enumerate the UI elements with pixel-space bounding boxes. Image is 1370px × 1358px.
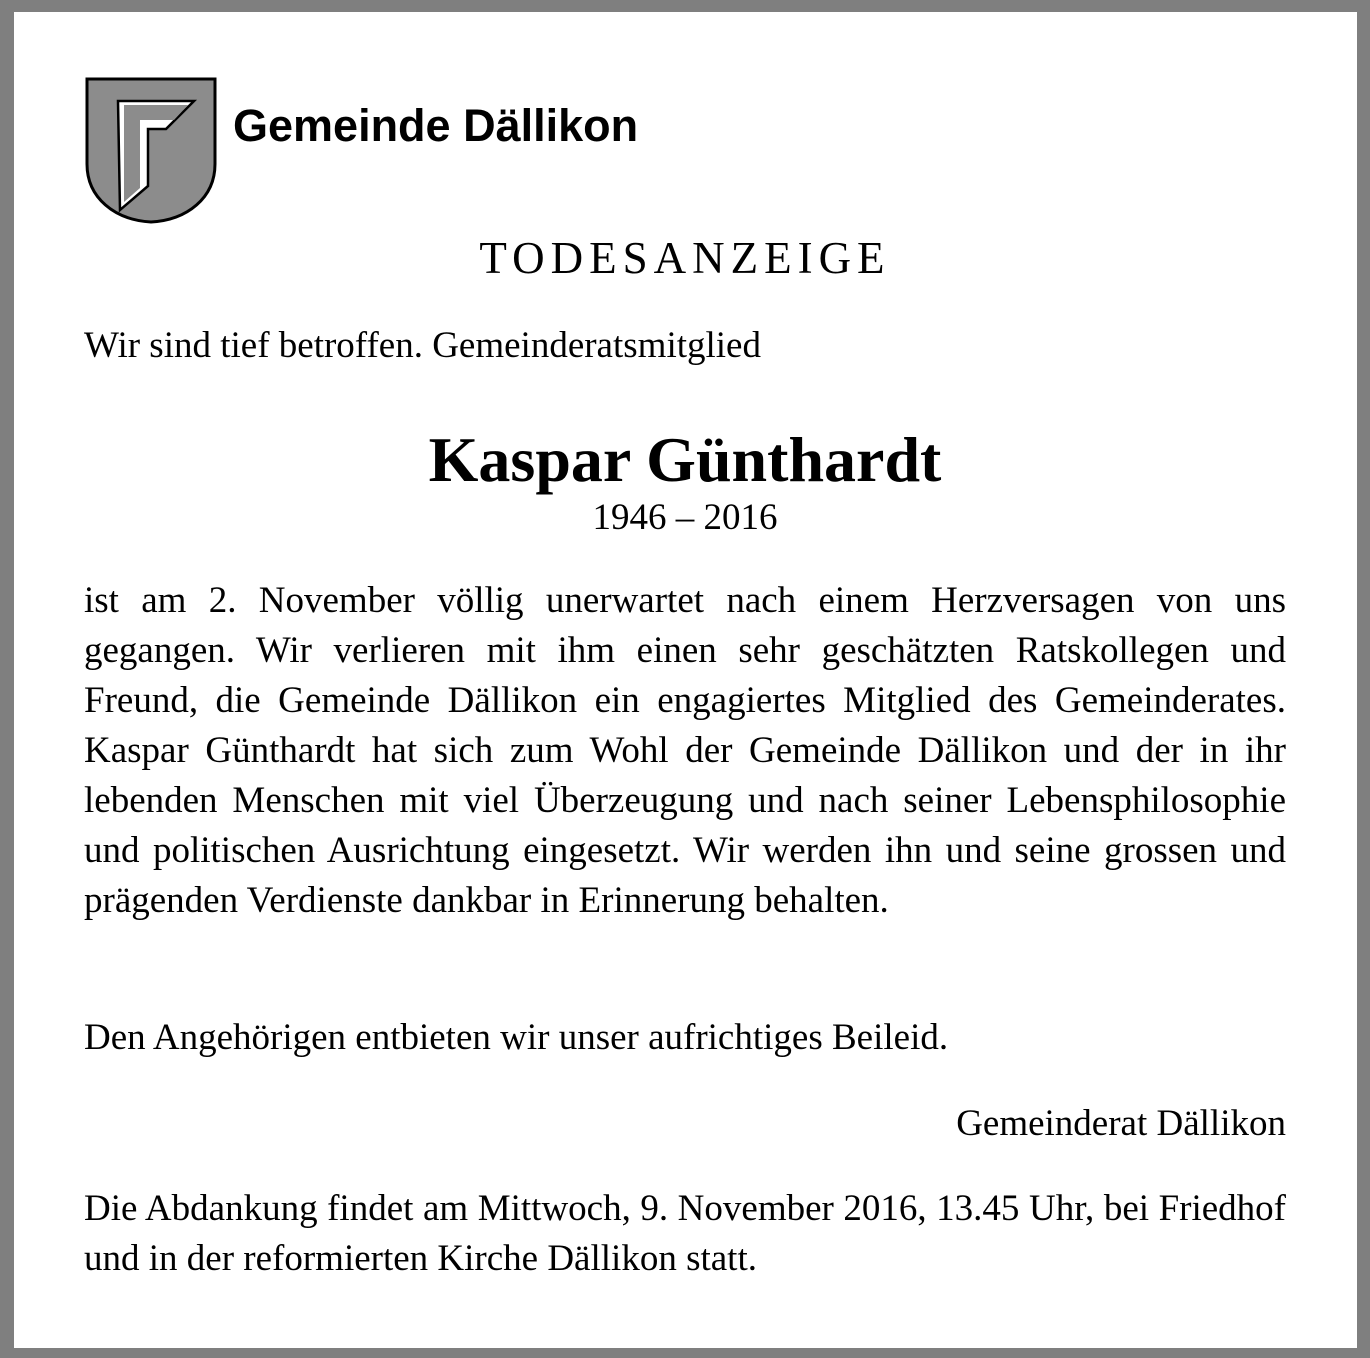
service-info: Die Abdankung findet am Mittwoch, 9. November 2016, 13.45 Uhr, bei Friedhof und in der reformierten Kirche Dällikon statt.: [84, 1188, 1286, 1279]
municipality-name: Gemeinde Dällikon: [233, 100, 639, 151]
notice-heading: TODESANZEIGE: [479, 233, 891, 283]
intro-text: Wir sind tief betroffen. Gemeinderatsmitglied: [84, 325, 761, 366]
life-years: 1946 – 2016: [592, 497, 778, 538]
signature: Gemeinderat Dällikon: [956, 1103, 1286, 1144]
municipal-coat-of-arms-icon: [84, 76, 218, 224]
condolence-text: Den Angehörigen entbieten wir unser aufrichtiges Beileid.: [84, 1017, 949, 1058]
deceased-name: Kaspar Günthardt: [428, 424, 942, 495]
body-paragraph: ist am 2. November völlig unerwartet nach einem Herzversagen von uns gegangen. Wir verlieren mit ihm einen sehr geschätzten Ratskollegen und Freund, die Gemeinde Dällikon ein engagiertes Mitglied des Gemeinderates. Kaspar Günthardt hat sich zum Wohl der Gemeinde Dällikon und der in ihr lebenden Menschen mit viel Überzeugung und nach seiner Lebensphilosophie und politischen Ausrichtung eingesetzt. Wir werden ihn und seine grossen und prägenden Verdienste dankbar in Erinnerung behalten.: [84, 580, 1286, 921]
